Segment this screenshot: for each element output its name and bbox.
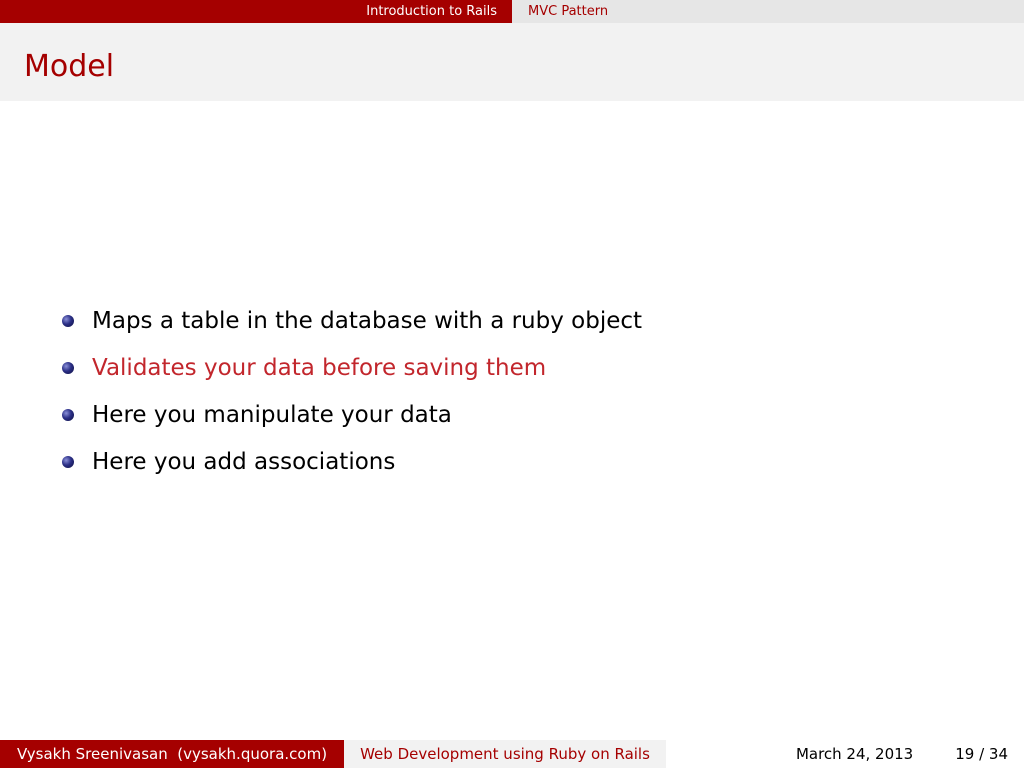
frame-title-bar xyxy=(0,23,1024,101)
subsection-nav-link[interactable]: MVC Pattern xyxy=(528,4,609,19)
list-item-text: Here you manipulate your data xyxy=(92,401,452,428)
footer-author xyxy=(0,740,344,768)
footer-date: March 24, 2013 xyxy=(795,745,914,763)
list-item xyxy=(62,438,642,485)
list-item xyxy=(62,344,642,391)
footer-title xyxy=(344,740,666,768)
bullet-ball-icon xyxy=(62,409,74,421)
page-number: 19 / 34 xyxy=(955,745,1008,763)
bullet-ball-icon xyxy=(62,315,74,327)
list-item xyxy=(62,391,642,438)
list-item xyxy=(62,297,642,344)
subsection-nav-area xyxy=(512,0,1024,23)
list-item-text: Here you add associations xyxy=(92,448,396,475)
footer-meta xyxy=(666,740,1024,768)
list-item-text: Maps a table in the database with a ruby object xyxy=(92,307,643,334)
frame-title: Model xyxy=(24,49,115,84)
footer-author-text: Vysakh Sreenivasan (vysakh.quora.com) xyxy=(16,745,328,763)
footer-bar xyxy=(0,740,1024,768)
list-item-text: Validates your data before saving them xyxy=(92,354,547,381)
top-navigation-bar xyxy=(0,0,1024,23)
bullet-ball-icon xyxy=(62,456,74,468)
bullet-ball-icon xyxy=(62,362,74,374)
bullet-list xyxy=(62,297,642,485)
section-nav-area xyxy=(0,0,512,23)
footer-title-text: Web Development using Ruby on Rails xyxy=(360,745,650,763)
section-nav-link[interactable]: Introduction to Rails xyxy=(366,4,497,19)
